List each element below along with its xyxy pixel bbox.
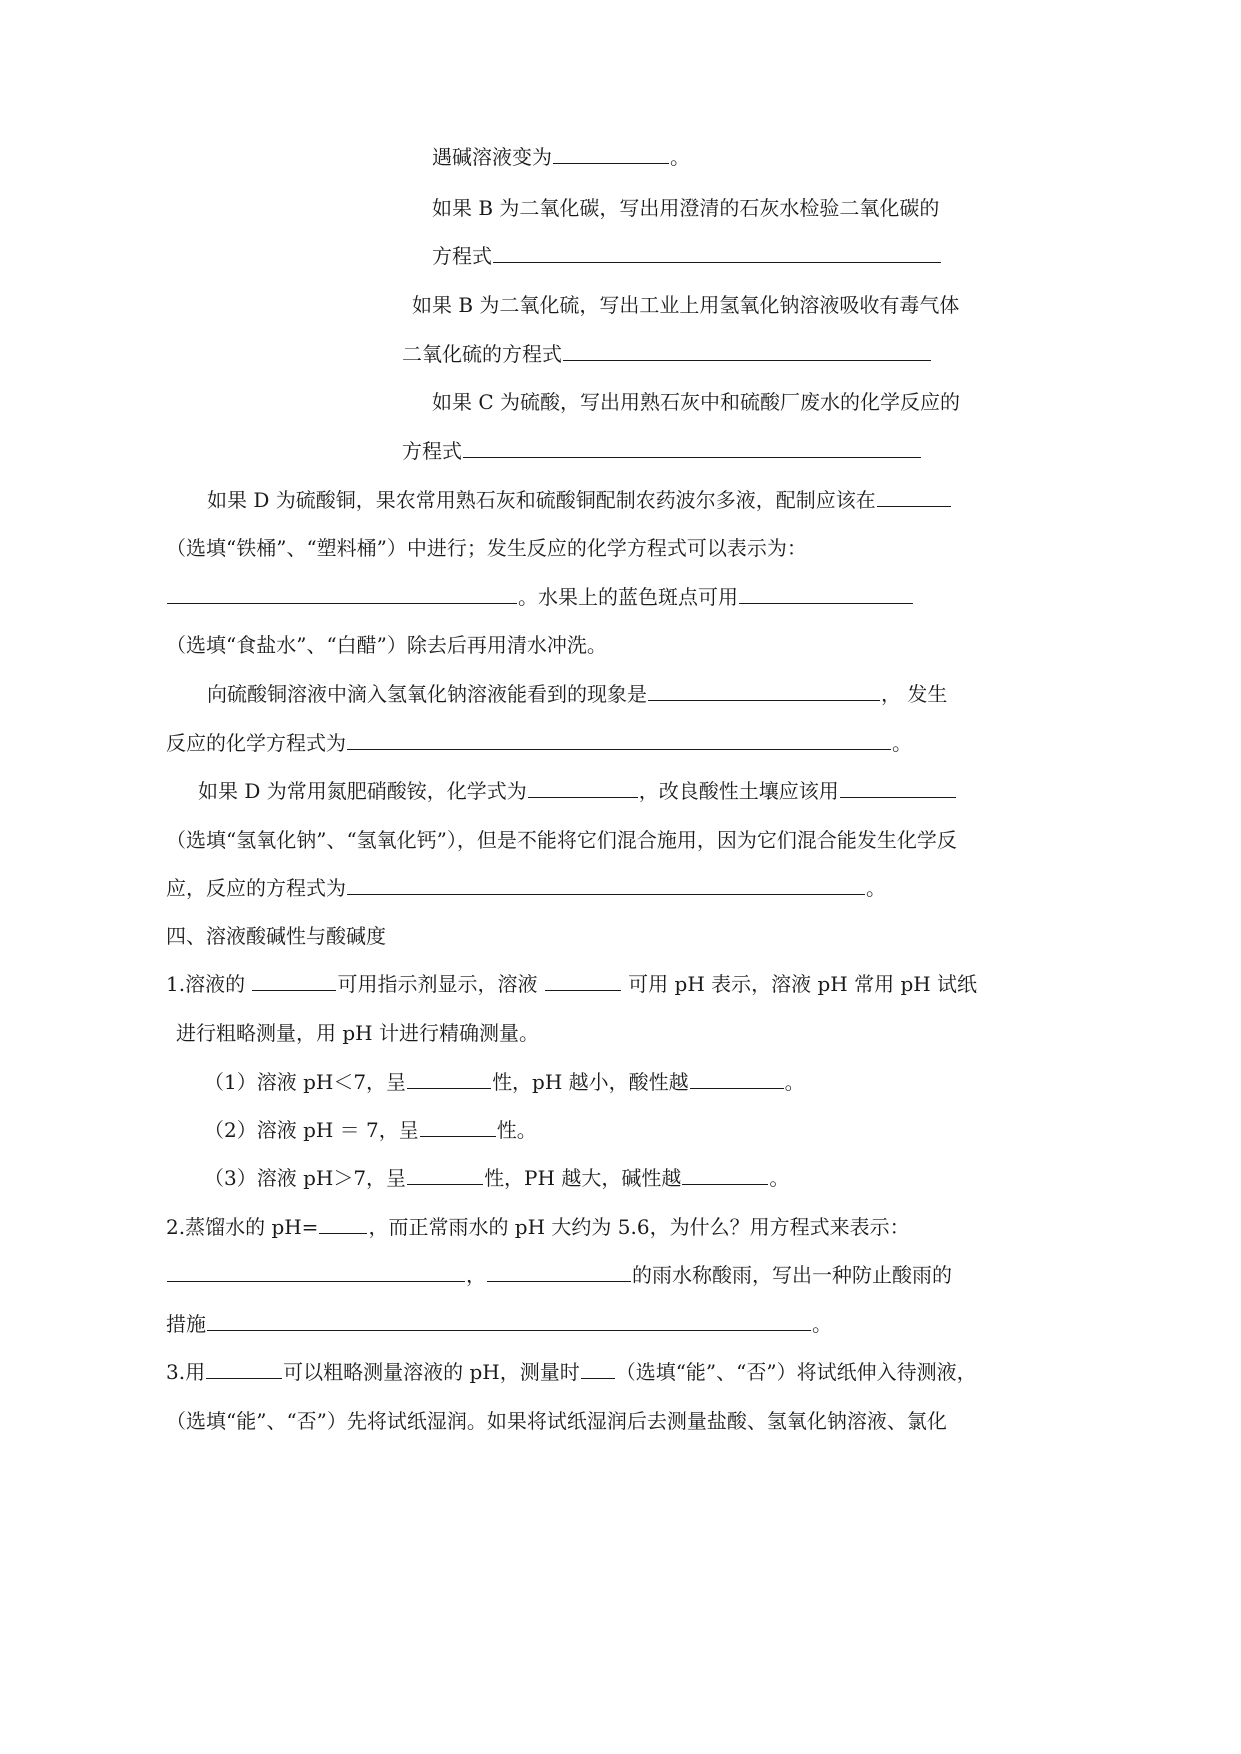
- text-line-18: 1.溶液的 可用指示剂显示，溶液 可用 pH 表示，溶液 pH 常用 pH 试纸: [166, 972, 978, 996]
- fill-blank[interactable]: [207, 1310, 811, 1331]
- section-heading: 四、溶液酸碱性与酸碱度: [166, 924, 386, 948]
- fill-blank[interactable]: [463, 437, 921, 458]
- fill-blank[interactable]: [682, 1164, 768, 1185]
- fill-blank[interactable]: [319, 1213, 367, 1234]
- text-line-15: （选填“氢氧化钠”、“氢氧化钙”），但是不能将它们混合施用，因为它们混合能发生化学反: [166, 828, 957, 852]
- fill-blank[interactable]: [420, 1116, 496, 1137]
- text-line-7: 方程式: [402, 437, 922, 465]
- text-line-24: ， 的雨水称酸雨，写出一种防止酸雨的: [166, 1261, 952, 1289]
- fill-blank[interactable]: [407, 1164, 483, 1185]
- fill-blank[interactable]: [528, 777, 638, 798]
- fill-blank[interactable]: [347, 729, 891, 750]
- text-line-6: 如果 C 为硫酸，写出用熟石灰中和硫酸厂废水的化学反应的: [432, 390, 961, 414]
- fill-blank[interactable]: [545, 970, 621, 991]
- fill-blank[interactable]: [690, 1068, 784, 1089]
- fill-blank[interactable]: [553, 143, 669, 164]
- fill-blank[interactable]: [487, 1261, 631, 1282]
- fill-blank[interactable]: [167, 583, 517, 604]
- text-line-10: 。水果上的蓝色斑点可用: [166, 583, 914, 611]
- text-line-9: （选填“铁桶”、“塑料桶”）中进行；发生反应的化学方程式可以表示为：: [166, 536, 807, 560]
- text-line-5: 二氧化硫的方程式: [402, 340, 932, 368]
- fill-blank[interactable]: [581, 1358, 615, 1379]
- fill-blank[interactable]: [407, 1068, 491, 1089]
- text-line-23: 2.蒸馏水的 pH= ，而正常雨水的 pH 大约为 5.6，为什么？用方程式来表示：: [166, 1215, 910, 1239]
- text-line-26: 3.用 可以粗略测量溶液的 pH，测量时 （选填“能”、“否”）将试纸伸入待测液，: [166, 1360, 977, 1384]
- text-line-1: 遇碱溶液变为 。: [432, 145, 690, 169]
- text-line-12: 向硫酸铜溶液中滴入氢氧化钠溶液能看到的现象是 ， 发生: [207, 682, 948, 706]
- text-line-22: （3）溶液 pH＞7，呈 性，PH 越大，碱性越 。: [204, 1166, 790, 1190]
- text-line-8: 如果 D 为硫酸铜，果农常用熟石灰和硫酸铜配制农药波尔多液，配制应该在: [207, 486, 952, 514]
- text-line-16: 应，反应的方程式为 。: [166, 876, 886, 900]
- fill-blank[interactable]: [840, 777, 956, 798]
- fill-blank[interactable]: [252, 970, 336, 991]
- fill-blank[interactable]: [347, 874, 865, 895]
- fill-blank[interactable]: [648, 680, 880, 701]
- text-line-11: （选填“食盐水”、“白醋”）除去后再用清水冲洗。: [166, 633, 607, 657]
- text-line-2: 如果 B 为二氧化碳，写出用澄清的石灰水检验二氧化碳的: [432, 196, 940, 220]
- text-line-19: 进行粗略测量，用 pH 计进行精确测量。: [176, 1021, 539, 1045]
- text-line-21: （2）溶液 pH ＝ 7，呈 性。: [204, 1118, 537, 1142]
- text-line-4: 如果 B 为二氧化硫，写出工业上用氢氧化钠溶液吸收有毒气体: [412, 293, 960, 317]
- fill-blank[interactable]: [167, 1261, 465, 1282]
- text-line-13: 反应的化学方程式为 。: [166, 731, 912, 755]
- text-line-3: 方程式: [432, 242, 942, 270]
- text-line-27: （选填“能”、“否”）先将试纸湿润。如果将试纸湿润后去测量盐酸、氢氧化钠溶液、氯化: [166, 1409, 947, 1433]
- fill-blank[interactable]: [563, 340, 931, 361]
- fill-blank[interactable]: [739, 583, 913, 604]
- fill-blank[interactable]: [877, 486, 951, 507]
- text-line-20: （1）溶液 pH＜7，呈 性，pH 越小，酸性越 。: [204, 1070, 805, 1094]
- text-line-14: 如果 D 为常用氮肥硝酸铵，化学式为 ，改良酸性土壤应该用: [198, 777, 957, 805]
- fill-blank[interactable]: [493, 242, 941, 263]
- fill-blank[interactable]: [206, 1358, 282, 1379]
- text-line-25: 措施 。: [166, 1312, 832, 1336]
